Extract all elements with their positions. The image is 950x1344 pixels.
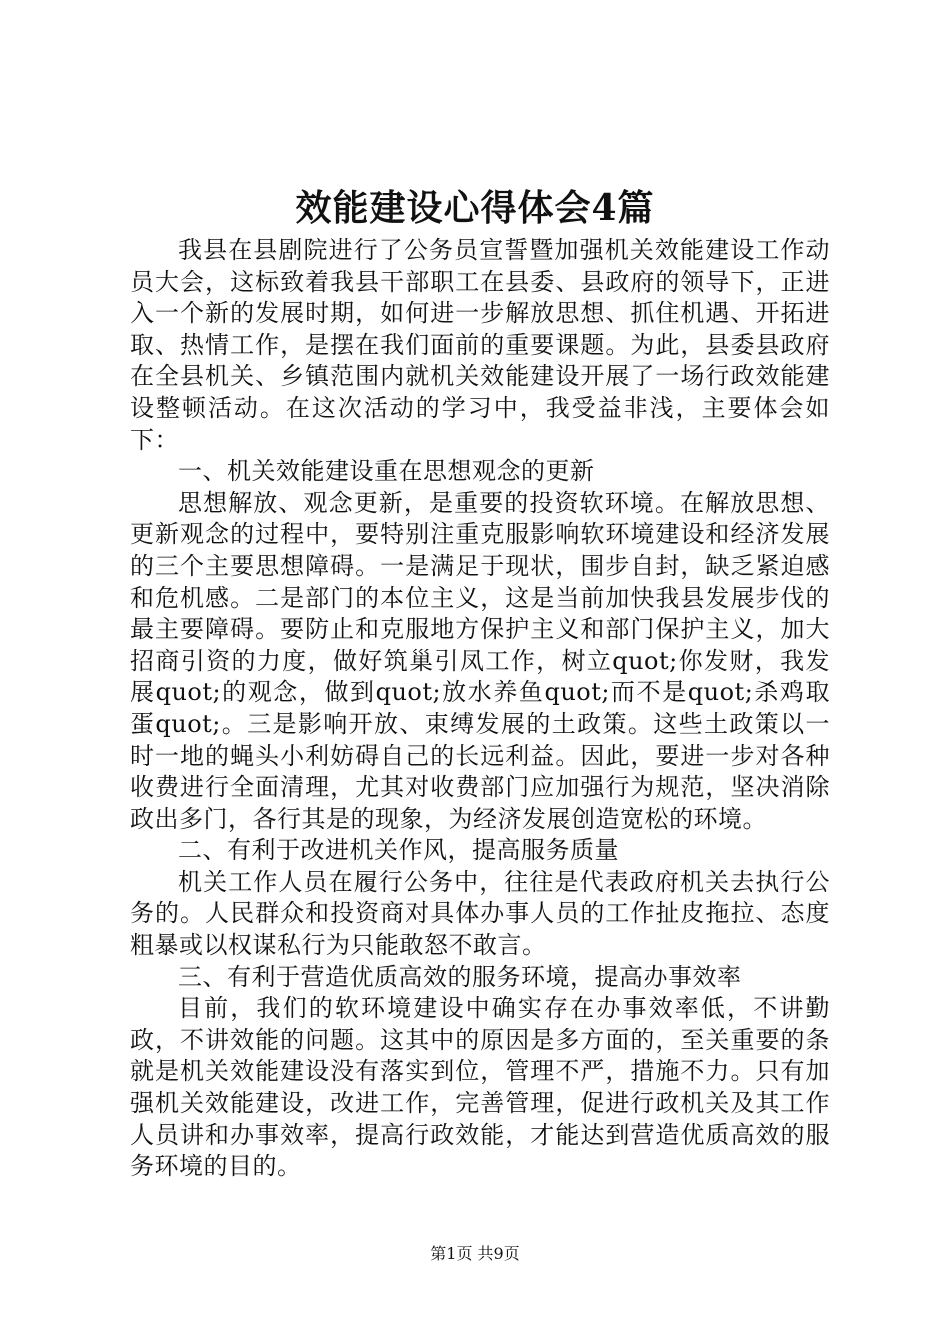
page-number-footer: 第1页 共9页 [430,1244,520,1263]
section-heading-2: 二、有利于改进机关作风，提高服务质量 [178,836,619,865]
document-title: 效能建设心得体会4篇 [295,187,655,229]
section-heading-3: 三、有利于营造优质高效的服务环境，提高办事效率 [178,962,742,991]
paragraph-intro: 我县在县剧院进行了公务员宣誓暨加强机关效能建设工作动员大会，这标致着我县干部职工在县委、县政府的领导下，正进入一个新的发展时期，如何进一步解放思想、抓住机遇、开拓进取、热情工作，是摆在我们面前的重要课题。为此，县委县政府在全县机关、乡镇范围内就机关效能建设开展了一场行政效能建设整顿活动。在这次活动的学习中，我受益非浅，主要体会如下： [130,236,830,454]
paragraph-section-3: 目前，我们的软环境建设中确实存在办事效率低，不讲勤政，不讲效能的问题。这其中的原因是多方面的，至关重要的条就是机关效能建设没有落实到位，管理不严，措施不力。只有加强机关效能建设，改进工作，完善管理，促进行政机关及其工作人员讲和办事效率，提高行政效能，才能达到营造优质高效的服务环境的目的。 [130,994,830,1181]
paragraph-section-2: 机关工作人员在履行公务中，往往是代表政府机关去执行公务的。人民群众和投资商对具体办事人员的工作扯皮拖拉、态度粗暴或以权谋私行为只能敢怒不敢言。 [130,867,830,960]
section-heading-1: 一、机关效能建设重在思想观念的更新 [178,457,595,486]
paragraph-section-1: 思想解放、观念更新，是重要的投资软环境。在解放思想、更新观念的过程中，要特别注重克服影响软环境建设和经济发展的三个主要思想障碍。一是满足于现状，围步自封，缺乏紧迫感和危机感。二是部门的本位主义，这是当前加快我县发展步伐的最主要障碍。要防止和克服地方保护主义和部门保护主义，加大招商引资的力度，做好筑巢引凤工作，树立quot;你发财，我发展quot;的观念，做到quot;放水养鱼quot;而不是quot;杀鸡取蛋quot;。三是影响开放、束缚发展的土政策。这些土政策以一时一地的蝇头小利妨碍自己的长远利益。因此，要进一步对各种收费进行全面清理，尤其对收费部门应加强行为规范，坚决消除政出多门，各行其是的现象，为经济发展创造宽松的环境。 [130,488,830,833]
document-body [130,235,830,1183]
